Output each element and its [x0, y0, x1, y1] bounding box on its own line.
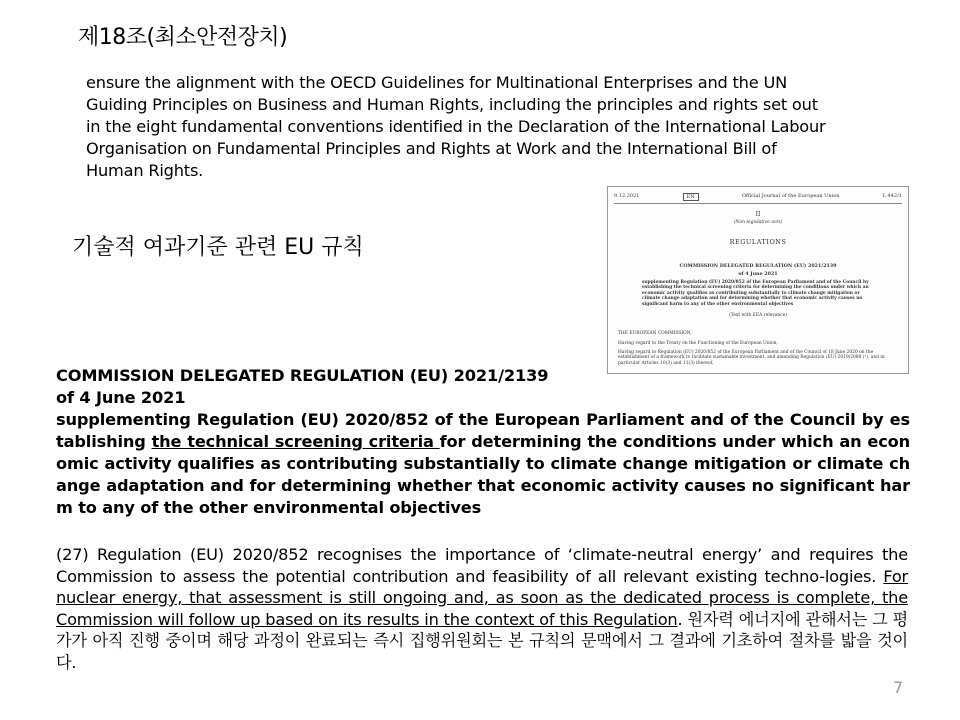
journal-reg-title: COMMISSION DELEGATED REGULATION (EU) 2021/2139 [679, 263, 837, 269]
regulation-body [56, 409, 910, 519]
recital-27-text [56, 544, 908, 673]
regulation-title: COMMISSION DELEGATED REGULATION (EU) 2021/2139 [56, 366, 549, 385]
journal-eea-note: (Text with EEA relevance) [728, 313, 788, 318]
regulation-date: of 4 June 2021 [56, 388, 186, 407]
journal-reg-date: of 4 June 2021 [738, 271, 778, 277]
recital-27-after: . [677, 609, 688, 629]
section-subtitle: 기술적 여과기준 관련 EU 규칙 [72, 235, 364, 260]
journal-section-numeral: II [755, 211, 761, 218]
journal-ref: L 442/1 [882, 193, 902, 199]
journal-commission: THE EUROPEAN COMMISSION, [618, 331, 692, 336]
article-quote: ensure the alignment with the OECD Guidelines for Multinational Enterprises and the UN Guiding Principles on Business and Human Rights, including the principles and rights set out in the eight fundamental conventions identified in the Declaration of the International Labour Organisation on Fundamental Principles and Rights at Work and the International Bill of Human Rights. [86, 73, 826, 180]
journal-lang: EN [683, 193, 699, 201]
recital-27 [56, 544, 908, 673]
regulation-body-before: supplementing Regulation (EU) 2020/852 of the European Parliament and of the Council by es tablishing [56, 410, 910, 451]
journal-reg-body: supplementing Regulation (EU) 2020/852 of the European Parliament and of the Council by establishing the technical screening criteria for determining the conditions under which an economic activity qualifies as contributing substantially to climate change mitigation or climate change adaptation and for determining whether that economic activity causes no significant harm to any of the other environmental objectives [642, 280, 869, 307]
regulation-body-after: for determining the conditions under which an econ omic activity qualifies as contributing substantially to climate change mitigation or climate ch ange adaptation and for determining whether that economic activity causes no significant har m to any of the other environmental objectives [56, 432, 911, 517]
journal-date: 9.12.2021 [614, 193, 640, 199]
regulation-block [56, 365, 910, 519]
slide-title: 제18조(최소안전장치) [78, 25, 288, 50]
recital-27-korean: 원자력 에너지에 관해서는 그 평가가 아직 진행 중이며 해당 과정이 완료되는 즉시 집행위원회는 본 규칙의 문맥에서 그 결과에 기초하여 절차를 밟을 것이다. [56, 609, 908, 672]
page-number: 7 [893, 678, 904, 697]
journal-recital-1: Having regard to the Treaty on the Functioning of the European Union, [618, 341, 778, 346]
recital-27-underlined: For nuclear energy, that assessment is still ongoing and, as soon as the dedicated process is complete, the Commission will follow up based on its results in the context of this Regulation [56, 566, 908, 629]
journal-name: Official Journal of the European Union [741, 193, 840, 199]
journal-recital-2: Having regard to Regulation (EU) 2020/852 of the European Parliament and of the Council of 18 June 2020 on the establishment of a framework to facilitate sustainable investment, and amending Regulation (EU) 2019/2088 (¹), and in particular Articles 10(3) and 11(3) thereof, [618, 350, 885, 366]
recital-27-before: (27) Regulation (EU) 2020/852 recognises the importance of ‘climate-neutral energy’ and requires the Commission to assess the potential contribution and feasibility of all relevant existing techno-logies. [56, 545, 908, 586]
official-journal-thumbnail [607, 186, 909, 374]
journal-heading: REGULATIONS [729, 238, 787, 246]
regulation-body-underlined: the technical screening criteria [151, 432, 440, 451]
journal-header [614, 193, 902, 204]
journal-section-note: (Non-legislative acts) [733, 220, 783, 225]
